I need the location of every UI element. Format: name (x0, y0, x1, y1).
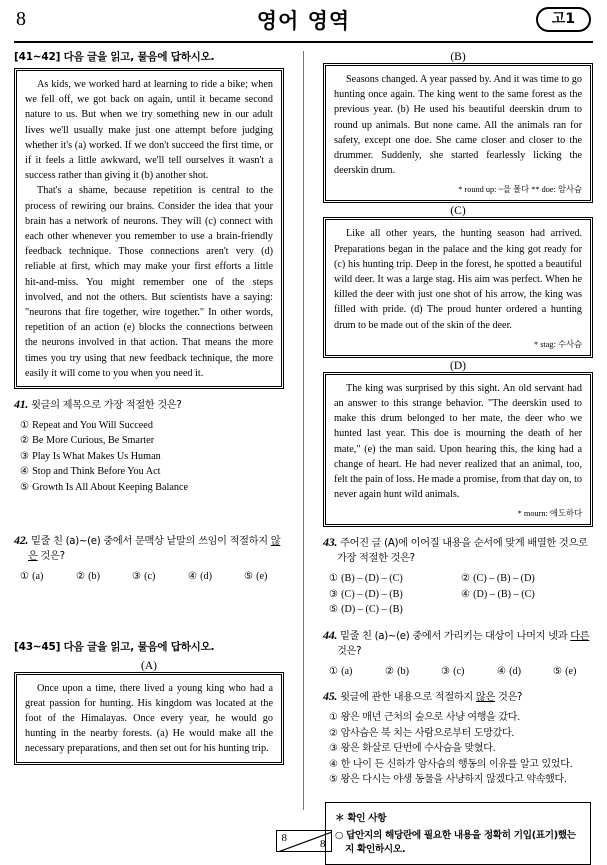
notice-item: ○ 답안지의 해당란에 필요한 내용을 정확히 기입(표기)했는지 확인하시오. (335, 830, 576, 856)
choice-label: Play Is What Makes Us Human (32, 450, 161, 462)
choice-label: Growth Is All About Keeping Balance (32, 481, 189, 493)
question-42-stem-emphasis: 않은 (28, 536, 281, 563)
grade-badge: 고1 (536, 7, 591, 32)
choice-marker: ⑤ (244, 571, 254, 583)
choice-marker: ⑤ (553, 665, 563, 677)
choice-item[interactable] (20, 464, 284, 479)
choice-label: (e) (565, 665, 577, 677)
passage-D-footnote: * mourn: 애도하다 (517, 509, 582, 519)
question-45-number: 45. (323, 689, 338, 704)
choice-marker: ④ (20, 466, 30, 478)
choice-label: (a) (32, 571, 44, 583)
choice-label: 왕은 화살로 단번에 수사슴을 맞혔다. (340, 743, 496, 755)
choice-marker: ② (461, 573, 471, 585)
passage-B-text: Seasons changed. A year passed by. And it was time to go hunting once again. The king went to the same forest as the previous year. (b) He used his beautiful deerskin drum to round up animals. But none came. All the animals ran for safety, except one doe. She came closer and closer to the drummer. Suddenly, she started fearlessly licking the deerskin drum. (334, 74, 582, 177)
choice-item[interactable] (329, 710, 593, 726)
choice-label: (b) (397, 665, 410, 677)
choice-label: (C) – (B) – (D) (473, 573, 535, 585)
passage-D-label: (D) (450, 359, 466, 372)
choice-item[interactable] (553, 664, 607, 679)
column-divider (290, 47, 317, 860)
choice-item[interactable] (461, 587, 593, 602)
choice-marker: ① (329, 665, 339, 677)
choice-item[interactable] (20, 433, 284, 448)
choice-label: (d) (509, 665, 522, 677)
passage-box-B (325, 65, 591, 201)
choice-marker: ③ (329, 588, 339, 600)
choice-item[interactable] (132, 569, 188, 584)
question-43-choices (323, 571, 593, 617)
question-43-number: 43. (323, 535, 338, 550)
choice-item[interactable] (329, 571, 461, 586)
choice-item[interactable] (329, 602, 461, 617)
question-43-stem (323, 535, 593, 566)
choice-marker: ③ (329, 743, 338, 755)
choice-label: Repeat and You Will Succeed (32, 420, 153, 432)
passage-C-text: Like all other years, the hunting season had arrived. Preparations began in the palace and the king got ready for (c) his hunting trip. Deep in the forest, he spotted a beautiful wild deer. It was a large stag. His aim was perfect. When he killed the deer with just one shot of his arrow, the king was filled with pride. (d) The proud hunter ordered a hunting drum to be made out of the skin of the deer. (334, 228, 582, 331)
choice-label: (C) – (D) – (B) (341, 588, 403, 600)
choice-marker: ③ (20, 450, 30, 462)
instruction-41-42: [41~42] 다음 글을 읽고, 물음에 답하시오. (14, 51, 215, 63)
choice-marker: ③ (132, 571, 142, 583)
passage-B-footnote: * round up: ~을 몰다 ** doe: 암사슴 (458, 185, 582, 195)
question-41 (14, 397, 284, 495)
left-column (0, 47, 290, 860)
content-columns (0, 47, 607, 860)
choice-label: 왕은 다시는 야생 동물을 사냥하지 않겠다고 약속했다. (340, 774, 567, 786)
question-45 (323, 689, 593, 788)
choice-label: Be More Curious, Be Smarter (32, 435, 155, 447)
choice-marker: ① (20, 420, 30, 432)
choice-label: (D) – (B) – (C) (473, 588, 535, 600)
choice-label: (e) (256, 571, 268, 583)
question-43 (323, 535, 593, 617)
passage-box-41-42 (16, 70, 282, 387)
passage-C-label: (C) (450, 205, 466, 218)
question-41-number: 41. (14, 397, 29, 412)
choice-item[interactable] (329, 772, 593, 788)
question-45-stem-after: 것은? (495, 692, 523, 704)
choice-item[interactable] (329, 587, 461, 602)
page-title: 영어 영역 (256, 9, 351, 33)
question-44-number: 44. (323, 627, 338, 642)
choice-marker: ① (20, 571, 30, 583)
question-45-stem (323, 689, 593, 705)
question-42 (14, 533, 284, 584)
choice-label: (B) – (D) – (C) (341, 573, 403, 585)
choice-item[interactable] (20, 569, 76, 584)
choice-label: (D) – (C) – (B) (341, 604, 403, 616)
choice-item[interactable] (385, 664, 441, 679)
footer-number-right: 8 (320, 838, 326, 850)
passage-B-label: (B) (450, 51, 466, 63)
choice-label: 암사슴은 북 치는 사람으로부터 도망갔다. (340, 727, 515, 739)
notice-title: ＊ 확인 사항 (335, 813, 387, 825)
choice-item[interactable] (441, 664, 497, 679)
question-42-stem-before: 밑줄 친 (a)~(e) 중에서 문맥상 낱말의 쓰임이 적절하지 (31, 536, 271, 548)
question-41-stem-text: 윗글의 제목으로 가장 적절한 것은? (31, 400, 182, 412)
question-44 (323, 628, 593, 679)
choice-item[interactable] (20, 480, 284, 495)
choice-item[interactable] (188, 569, 244, 584)
choice-marker: ⑤ (329, 774, 338, 786)
question-42-stem (14, 533, 284, 564)
page-number-top: 8 (16, 8, 26, 30)
footer-page-badge (276, 830, 332, 852)
choice-marker: ④ (497, 665, 507, 677)
choice-item[interactable] (497, 664, 553, 679)
instruction-43-45: [43~45] 다음 글을 읽고, 물음에 답하시오. (14, 640, 215, 653)
question-44-choices (323, 664, 593, 679)
passage-box-A (16, 674, 282, 763)
passage-box-D (325, 374, 591, 526)
choice-label: (d) (200, 571, 213, 583)
passage-box-C (325, 219, 591, 355)
choice-marker: ④ (461, 588, 471, 600)
choice-marker: ⑤ (329, 604, 339, 616)
choice-marker: ④ (329, 758, 338, 770)
passage-paragraph-2: That's a shame, because repetition is central to the process of rewiring our brains. Consider the idea that your brain has a network of neurons. They will (c) connect with each other whenever you remember to use a brain-friendly feedback technique. Those connections aren't very (d) reliable at first, which may make your first efforts a little hit-and-miss. You might remember one of the steps involved, and not the others. But scientists have a saying: "neurons that fire together, wire together." In other words, repetition of an action (e) blocks the connections between the neurons involved in that action. That means the more times you try using that new feedback technique, the more easily it will come to you when you need it. (25, 185, 273, 379)
choice-item[interactable] (329, 726, 593, 742)
choice-marker: ② (385, 665, 395, 677)
question-45-stem-emphasis: 않은 (475, 692, 495, 704)
page-header (0, 0, 607, 42)
choice-item[interactable] (76, 569, 132, 584)
choice-item[interactable] (461, 571, 593, 586)
question-44-stem-before: 밑줄 친 (a)~(e) 중에서 가리키는 대상이 나머지 넷과 (340, 630, 571, 642)
choice-item[interactable] (329, 757, 593, 773)
passage-A-label: (A) (141, 659, 157, 672)
choice-label: (c) (144, 571, 156, 583)
choice-label: Stop and Think Before You Act (32, 466, 161, 478)
passage-paragraph-1: As kids, we worked hard at learning to ride a bike; when we fell off, we got back on again, until it became second nature to us. But when we try something new in our adult lives we'll usually make just one attempt before judging whether it's (a) worked. If we don't succeed the first time, or if it feels a little awkward, we'll tell ourselves it wasn't a success rather than giving it (b) another shot. (25, 79, 273, 182)
question-41-choices (14, 418, 284, 495)
choice-marker: ⑤ (20, 481, 30, 493)
header-divider-rule (14, 41, 593, 43)
question-44-stem-after: 것은? (337, 645, 362, 657)
choice-marker: ② (329, 727, 338, 739)
choice-item[interactable] (329, 664, 385, 679)
question-42-stem-after: 것은? (37, 551, 65, 563)
question-44-stem-emphasis: 다른 (570, 630, 590, 642)
passage-C-footnote: * stag: 수사슴 (533, 339, 582, 349)
footer-number-left: 8 (281, 832, 287, 844)
choice-item[interactable] (20, 418, 284, 433)
choice-marker: ① (329, 573, 339, 585)
choice-label: (a) (341, 665, 353, 677)
question-42-number: 42. (14, 533, 29, 548)
question-42-choices (14, 569, 284, 584)
confirmation-notice-box (325, 802, 591, 865)
question-44-stem (323, 628, 593, 659)
choice-marker: ③ (441, 665, 451, 677)
choice-label: 한 나이 든 신하가 암사슴의 행동의 이유를 알고 있었다. (340, 758, 573, 770)
passage-D-text: The king was surprised by this sight. An old servant had an answer to this strange behavior. "The deerskin used to make this drum belonged to her mate, the deer who we hunted last year. This doe is mourning the death of her mate," (e) the man said. Upon hearing this, the king had a change of heart. He had never realized that an animal, too, felt the pain of loss. He made a promise, from that day on, to never again hunt wild animals. (334, 382, 582, 501)
question-45-choices (323, 710, 593, 788)
choice-marker: ② (20, 435, 30, 447)
choice-label: (b) (88, 571, 101, 583)
passage-A-text: Once upon a time, there lived a young king who had a great passion for hunting. His kingdom was located at the foot of the Himalayas. Once every year, he would go hunting in the nearby forests. (a) He would make all the necessary preparations, and then set out for his hunting trip. (25, 682, 273, 755)
right-column (317, 47, 607, 860)
choice-item[interactable] (329, 741, 593, 757)
choice-marker: ④ (188, 571, 198, 583)
choice-marker: ② (76, 571, 86, 583)
choice-item[interactable] (20, 449, 284, 464)
question-45-stem-before: 윗글에 관한 내용으로 적절하지 (340, 692, 476, 704)
question-43-stem-text: 주어진 글 (A)에 이어질 내용을 순서에 맞게 배열한 것으로 가장 적절한 것은? (337, 538, 588, 565)
choice-label: 왕은 매년 근처의 숲으로 사냥 여행을 갔다. (340, 712, 520, 724)
choice-label: (c) (453, 665, 465, 677)
choice-marker: ① (329, 712, 338, 724)
question-41-stem (14, 397, 284, 413)
